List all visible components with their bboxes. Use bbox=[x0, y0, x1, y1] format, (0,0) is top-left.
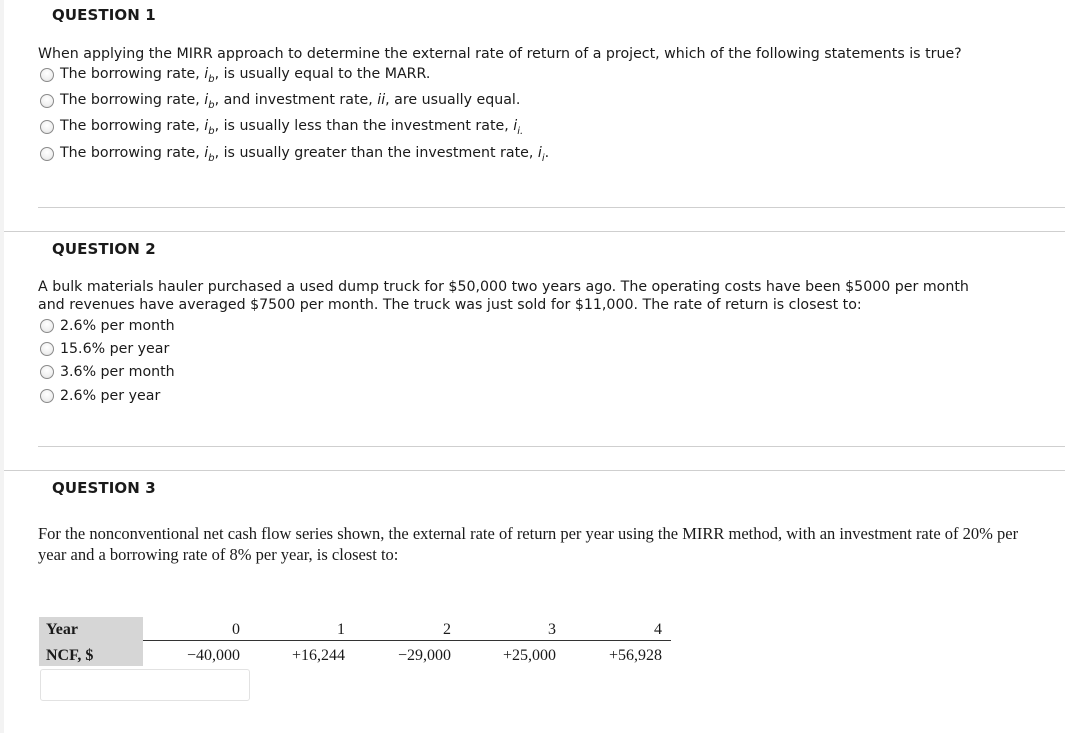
radio-button[interactable] bbox=[40, 68, 54, 82]
year-cell: 0 bbox=[232, 621, 240, 638]
radio-button[interactable] bbox=[40, 94, 54, 108]
row-label-year: Year bbox=[46, 621, 78, 638]
q1-option-2[interactable] bbox=[40, 91, 520, 111]
radio-button[interactable] bbox=[40, 319, 54, 333]
option-label: 2.6% per year bbox=[60, 388, 161, 404]
radio-button[interactable] bbox=[40, 147, 54, 161]
radio-button[interactable] bbox=[40, 365, 54, 379]
q2-divider bbox=[38, 446, 1065, 447]
option-label: The borrowing rate, $i_b$, is usually greater than the investment rate, $i_i$. bbox=[60, 144, 550, 164]
q2-prompt: A bulk materials hauler purchased a used dump truck for $50,000 two years ago. The operating costs have been $5000 per month and revenues have averaged $7500 per month. The truck was just sold for $11,000. The rate of return is closest to: bbox=[38, 279, 969, 313]
year-cell: 1 bbox=[337, 621, 345, 638]
row-label-ncf: NCF, $ bbox=[46, 647, 94, 664]
option-label: 2.6% per month bbox=[60, 318, 175, 334]
q1-option-4[interactable] bbox=[40, 144, 549, 164]
section-divider bbox=[4, 470, 1065, 471]
radio-button[interactable] bbox=[40, 120, 54, 134]
ncf-cell: −40,000 bbox=[186, 647, 240, 664]
q3-prompt: For the nonconventional net cash flow series shown, the external rate of return per year using the MIRR method, with an investment rate of 20% per year and a borrowing rate of 8% per year, is closest to: bbox=[38, 524, 1019, 564]
q1-title: QUESTION 1 bbox=[52, 6, 156, 24]
q2-option-4[interactable] bbox=[40, 386, 160, 406]
q1-option-1[interactable] bbox=[40, 65, 430, 85]
q2-option-2[interactable] bbox=[40, 339, 169, 359]
ncf-cell: −29,000 bbox=[397, 647, 451, 664]
radio-button[interactable] bbox=[40, 342, 54, 356]
ncf-cell: +56,928 bbox=[608, 647, 662, 664]
q2-option-1[interactable] bbox=[40, 316, 175, 336]
option-label: The borrowing rate, $i_b$, is usually less than the investment rate, $i_{i.}$ bbox=[60, 117, 524, 137]
q1-prompt: When applying the MIRR approach to determine the external rate of return of a project, which of the following statements is true? bbox=[38, 46, 962, 62]
q1-divider bbox=[38, 207, 1065, 208]
q3-title: QUESTION 3 bbox=[52, 479, 156, 497]
option-label: The borrowing rate, $i_b$, and investment rate, ii, are usually equal. bbox=[60, 91, 521, 111]
left-border bbox=[0, 0, 4, 733]
q2-title: QUESTION 2 bbox=[52, 240, 156, 258]
radio-button[interactable] bbox=[40, 389, 54, 403]
section-divider bbox=[4, 231, 1065, 232]
ncf-cell: +25,000 bbox=[502, 647, 556, 664]
option-label: 15.6% per year bbox=[60, 341, 170, 357]
option-label: 3.6% per month bbox=[60, 364, 175, 380]
year-cell: 4 bbox=[654, 621, 662, 638]
year-cell: 2 bbox=[443, 621, 451, 638]
q2-option-3[interactable] bbox=[40, 362, 175, 382]
ncf-cell: +16,244 bbox=[291, 647, 345, 664]
option-label: The borrowing rate, $i_b$, is usually equal to the MARR. bbox=[60, 65, 431, 85]
year-cell: 3 bbox=[548, 621, 556, 638]
q3-answer-input[interactable] bbox=[40, 669, 250, 701]
q1-option-3[interactable] bbox=[40, 117, 523, 137]
